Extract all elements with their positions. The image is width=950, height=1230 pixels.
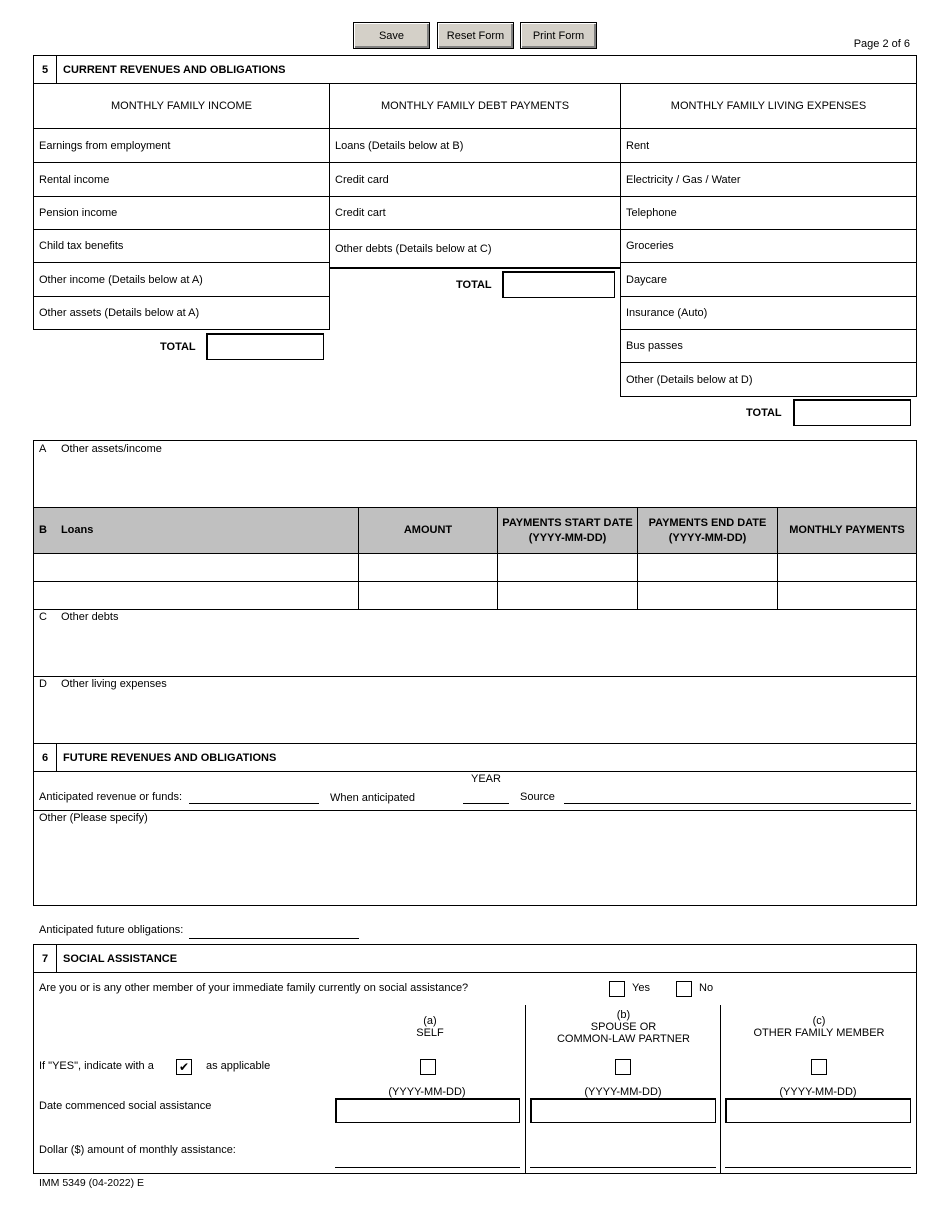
anticipated-revenue-label: Anticipated revenue or funds: xyxy=(39,791,183,803)
source-label: Source xyxy=(520,791,555,803)
other-debts-textarea[interactable] xyxy=(34,626,916,675)
detail-c-letter: C xyxy=(39,611,47,623)
section-5-number: 5 xyxy=(34,56,57,83)
section-7-header xyxy=(33,944,917,973)
save-button[interactable]: Save xyxy=(353,22,430,49)
loans-start-date-header: PAYMENTS START DATE (YYYY-MM-DD) xyxy=(497,507,638,554)
year-input[interactable] xyxy=(463,803,509,804)
no-label: No xyxy=(699,982,714,994)
income-column-header: MONTHLY FAMILY INCOME xyxy=(33,83,330,129)
debt-row-loans[interactable]: Loans (Details below at B) xyxy=(329,128,621,163)
loans-end-date-header: PAYMENTS END DATE (YYYY-MM-DD) xyxy=(637,507,778,554)
detail-a-label: Other assets/income xyxy=(61,443,162,455)
other-specify-label: Other (Please specify) xyxy=(39,812,148,824)
detail-d-label: Other living expenses xyxy=(61,678,167,690)
column-divider xyxy=(525,1005,526,1173)
detail-d-letter: D xyxy=(39,678,47,690)
living-total-field[interactable] xyxy=(793,399,911,426)
income-row-pension[interactable]: Pension income xyxy=(33,196,330,230)
spouse-date-input[interactable] xyxy=(530,1098,716,1123)
form-id: IMM 5349 (04-2022) E xyxy=(39,1177,145,1189)
loans-monthly-header: MONTHLY PAYMENTS xyxy=(777,507,917,554)
column-b-letter: (b) xyxy=(616,1009,631,1021)
debt-column-header: MONTHLY FAMILY DEBT PAYMENTS xyxy=(329,83,621,129)
column-b-label-1: SPOUSE OR xyxy=(590,1021,657,1033)
debt-total-field[interactable] xyxy=(502,271,615,298)
living-row-insurance[interactable]: Insurance (Auto) xyxy=(620,296,917,330)
source-input[interactable] xyxy=(564,803,911,804)
year-label: YEAR xyxy=(471,773,501,785)
print-form-button[interactable]: Print Form xyxy=(520,22,597,49)
spouse-checkbox[interactable] xyxy=(615,1059,631,1075)
income-row-earnings[interactable]: Earnings from employment xyxy=(33,128,330,163)
section-7-number: 7 xyxy=(34,945,57,972)
loans-label: Loans xyxy=(60,524,94,536)
living-column-header: MONTHLY FAMILY LIVING EXPENSES xyxy=(620,83,917,129)
other-date-format: (YYYY-MM-DD) xyxy=(779,1086,857,1098)
income-row-rental[interactable]: Rental income xyxy=(33,162,330,197)
detail-c-label: Other debts xyxy=(61,611,119,623)
column-c-letter: (c) xyxy=(812,1015,826,1027)
debt-row-credit-card[interactable]: Credit card xyxy=(329,162,621,197)
living-row-bus-passes[interactable]: Bus passes xyxy=(620,329,917,363)
divider xyxy=(33,676,917,677)
loan-row-1-description[interactable] xyxy=(33,553,359,582)
when-anticipated-label: When anticipated xyxy=(330,792,415,804)
column-b-header xyxy=(527,1009,720,1045)
yes-checkbox[interactable] xyxy=(609,981,625,997)
living-row-groceries[interactable]: Groceries xyxy=(620,229,917,263)
income-row-child-tax[interactable]: Child tax benefits xyxy=(33,229,330,263)
no-checkbox[interactable] xyxy=(676,981,692,997)
section-6-title: FUTURE REVENUES AND OBLIGATIONS xyxy=(63,751,277,764)
section-6-number: 6 xyxy=(34,744,57,771)
income-total-label: TOTAL xyxy=(160,341,196,353)
yes-label: Yes xyxy=(632,982,650,994)
column-b-label-2: COMMON-LAW PARTNER xyxy=(556,1033,691,1045)
other-living-expenses-textarea[interactable] xyxy=(34,693,916,742)
income-row-other-assets[interactable]: Other assets (Details below at A) xyxy=(33,296,330,330)
column-a-header xyxy=(335,1015,525,1039)
loan-row-1-start[interactable] xyxy=(497,553,638,582)
debt-total-label: TOTAL xyxy=(456,279,492,291)
loans-letter: B xyxy=(39,524,47,536)
future-obligations-input[interactable] xyxy=(189,938,359,939)
monthly-assistance-label: Dollar ($) amount of monthly assistance: xyxy=(39,1144,236,1156)
loan-row-2-monthly[interactable] xyxy=(777,581,917,610)
section-5-title: CURRENT REVENUES AND OBLIGATIONS xyxy=(63,63,286,76)
living-row-other[interactable]: Other (Details below at D) xyxy=(620,362,917,397)
living-row-telephone[interactable]: Telephone xyxy=(620,196,917,230)
spouse-date-format: (YYYY-MM-DD) xyxy=(584,1086,662,1098)
column-a-label: SELF xyxy=(416,1027,444,1039)
living-row-rent[interactable]: Rent xyxy=(620,128,917,163)
future-obligations-label: Anticipated future obligations: xyxy=(39,924,184,936)
anticipated-revenue-input[interactable] xyxy=(189,803,319,804)
column-divider xyxy=(720,1005,721,1173)
date-commenced-label: Date commenced social assistance xyxy=(39,1100,212,1112)
loan-row-1-amount[interactable] xyxy=(358,553,498,582)
debt-row-credit-cart[interactable]: Credit cart xyxy=(329,196,621,230)
divider xyxy=(33,810,917,811)
other-assets-textarea[interactable] xyxy=(34,458,916,507)
reset-form-button[interactable]: Reset Form xyxy=(437,22,514,49)
income-row-other-income[interactable]: Other income (Details below at A) xyxy=(33,262,330,297)
other-amount-input[interactable] xyxy=(725,1167,911,1168)
if-yes-suffix: as applicable xyxy=(206,1060,271,1072)
income-total-field[interactable] xyxy=(206,333,324,360)
self-checkbox[interactable] xyxy=(420,1059,436,1075)
self-amount-input[interactable] xyxy=(335,1167,520,1168)
living-row-utilities[interactable]: Electricity / Gas / Water xyxy=(620,162,917,197)
if-yes-prefix: If "YES", indicate with a xyxy=(39,1060,154,1072)
spouse-amount-input[interactable] xyxy=(530,1167,716,1168)
other-date-input[interactable] xyxy=(725,1098,911,1123)
section-6-header xyxy=(33,743,917,772)
self-date-format: (YYYY-MM-DD) xyxy=(388,1086,466,1098)
section-7-title: SOCIAL ASSISTANCE xyxy=(63,952,178,965)
loan-row-2-amount[interactable] xyxy=(358,581,498,610)
other-specify-textarea[interactable] xyxy=(34,828,916,904)
column-c-label: OTHER FAMILY MEMBER xyxy=(753,1027,885,1039)
detail-a-letter: A xyxy=(39,443,47,455)
checkmark-icon: ✔ xyxy=(176,1059,192,1075)
page-number: Page 2 of 6 xyxy=(853,38,910,50)
debt-row-other-debts[interactable]: Other debts (Details below at C) xyxy=(329,229,621,269)
living-row-daycare[interactable]: Daycare xyxy=(620,262,917,297)
living-total-label: TOTAL xyxy=(746,407,782,419)
loan-row-2-start[interactable] xyxy=(497,581,638,610)
loan-row-1-end[interactable] xyxy=(637,553,778,582)
loans-header xyxy=(33,507,359,554)
other-member-checkbox[interactable] xyxy=(811,1059,827,1075)
loan-row-2-description[interactable] xyxy=(33,581,359,610)
section-5-header xyxy=(33,55,917,84)
column-a-letter: (a) xyxy=(423,1015,437,1027)
loans-amount-header: AMOUNT xyxy=(358,507,498,554)
self-date-input[interactable] xyxy=(335,1098,520,1123)
loan-row-1-monthly[interactable] xyxy=(777,553,917,582)
loan-row-2-end[interactable] xyxy=(637,581,778,610)
social-assistance-question: Are you or is any other member of your immediate family currently on social assistance? xyxy=(39,982,469,994)
column-c-header xyxy=(722,1015,916,1039)
